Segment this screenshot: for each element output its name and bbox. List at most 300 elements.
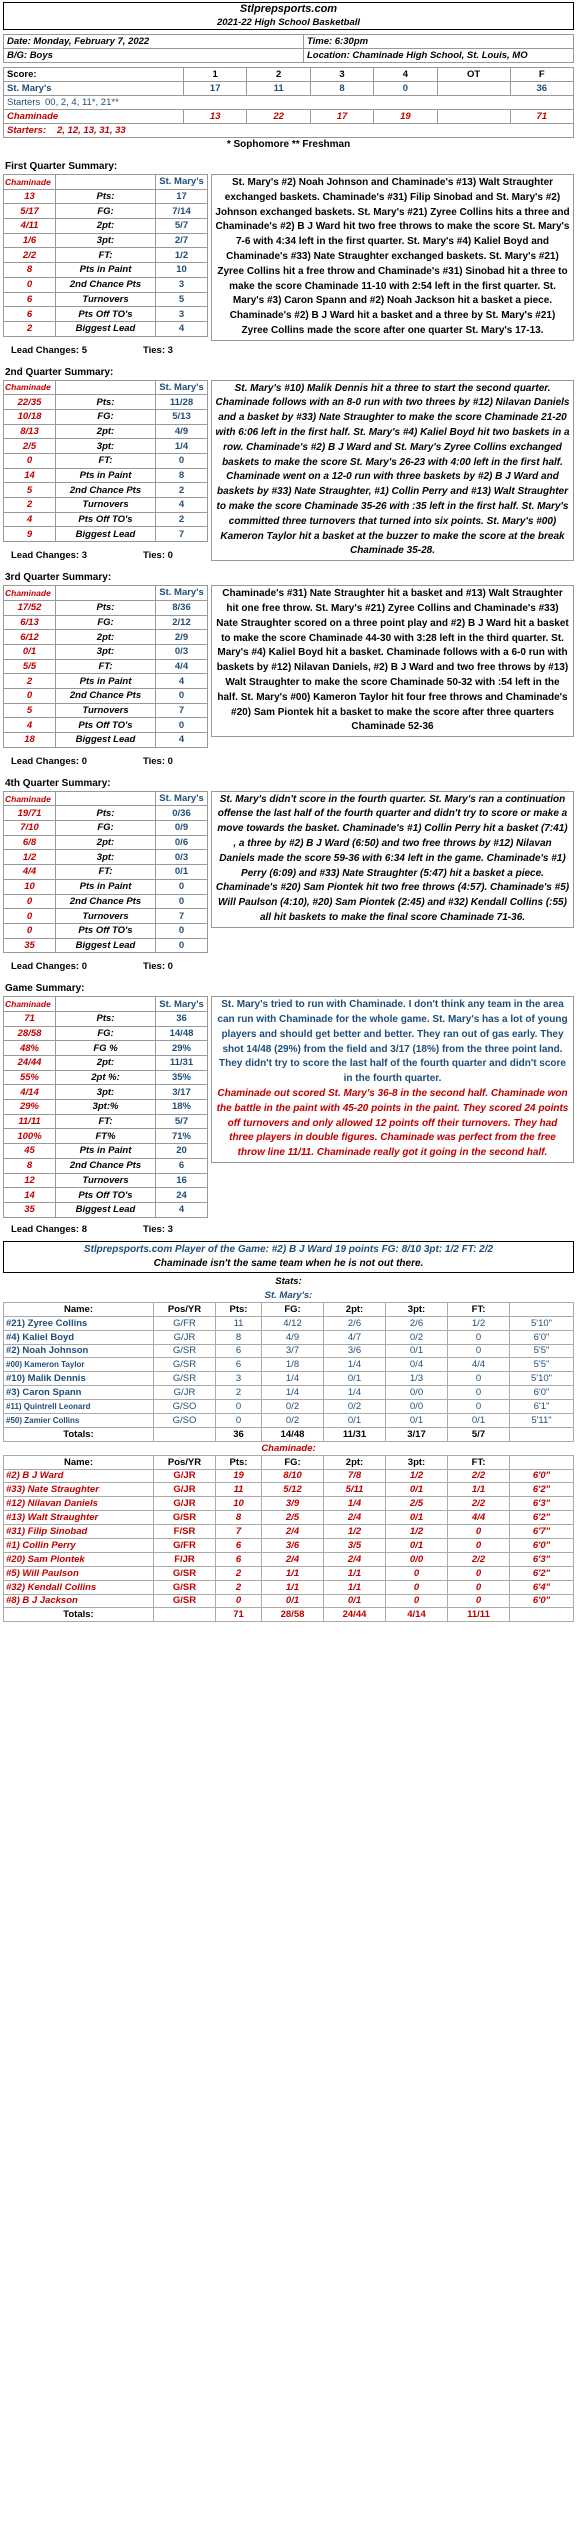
stats-header-row [4, 1455, 574, 1469]
score-row-chaminade [4, 110, 574, 124]
stat-label: 3pt: [56, 1085, 156, 1100]
stmarys-col-header: St. Mary's [156, 175, 208, 190]
chaminade-stat: 17/52 [4, 600, 56, 615]
stmarys-stat: 0 [156, 938, 208, 953]
stmarys-stat: 3 [156, 307, 208, 322]
player-cell: 5'5" [510, 1358, 574, 1372]
player-cell: 6'0" [510, 1594, 574, 1608]
stat-label: Pts Off TO's [56, 923, 156, 938]
starters-row-chaminade [4, 124, 574, 138]
player-cell: 0/4 [386, 1358, 448, 1372]
team-title-row [4, 1288, 574, 1302]
totals-cell: 11/31 [324, 1427, 386, 1441]
score-cell: 13 [184, 110, 247, 124]
quarter-narrative: Chaminade's #31) Nate Straughter hit a basket and #13) Walt Straughter hit one free throw. St. Mary's #21) Zyree Collins and Chaminade's #33) Nate Straughter scored on a three point play and #2) B J Ward hit a basket to make the score Chaminade 44-30 with 3:28 left in the third quarter. St. Mary's #4) Kaliel Boyd hit a basket. Chaminade follows with a 6-0 run with baskets by #12) Nilavan Daniels, #2) B J Ward and two free throws by #13) Walt Straughter to make the score Chaminade 50-32 with :54 left in the half. St. Mary's #00) Kameron Taylor hit four free throws and Chaminade's #20) Sam Piontek hit a basket to make the score after three quarters Chaminade 52-36 [211, 585, 574, 737]
player-cell: 2 [216, 1580, 262, 1594]
stmarys-stat: 11/31 [156, 1056, 208, 1071]
score-header-cell: Score: [4, 68, 184, 82]
stmarys-stat: 35% [156, 1070, 208, 1085]
player-cell: 0/2 [324, 1400, 386, 1414]
player-cell: G/SR [154, 1358, 216, 1372]
player-cell: 1/2 [448, 1316, 510, 1330]
quarter-narrative: St. Mary's didn't score in the fourth quarter. St. Mary's ran a continuation offense the last half of the fourth quarter and didn't try to score or make a move towards the basket. Chaminade's #1) Collin Perry hit a basket (7:41) , a three by #2) B J Ward (6:50) and two free throws by #12) Nilavan Daniels made the score 59-36 with 6:34 left in the game. Chaminade's #1) Perry (6:09) and #33) Nate Straughter (5:47) hit a basket a piece. Chaminade's #20) Sam Piontek hit two free throws (4:57). Chaminade's #5) Will Paulson (4:10), #20) Sam Piontek (2:45) and #32) Kendall Collins (:55) all hit baskets to make the final score Chaminade 71-36. [211, 791, 574, 928]
stat-label: FG: [56, 409, 156, 424]
stat-label: Pts: [56, 395, 156, 410]
stat-label: FT: [56, 1114, 156, 1129]
starters-row-stmarys [4, 96, 574, 110]
score-cell: 11 [247, 82, 310, 96]
player-cell: 5'10" [510, 1316, 574, 1330]
chaminade-stat: 0 [4, 923, 56, 938]
starters-label: Starters [7, 97, 41, 108]
player-cell: 0/2 [386, 1330, 448, 1344]
player-cell: 2/4 [262, 1552, 324, 1566]
totals-cell: 24/44 [324, 1608, 386, 1622]
player-cell: 6'0" [510, 1386, 574, 1400]
player-row [4, 1538, 574, 1552]
player-cell: #2) Noah Johnson [4, 1344, 154, 1358]
ties: Ties: 0 [143, 550, 173, 562]
stat-label: Biggest Lead [56, 1202, 156, 1217]
chaminade-stat: 6/12 [4, 630, 56, 645]
player-cell: 0 [448, 1330, 510, 1344]
quarter-title: 4th Quarter Summary: [5, 777, 111, 789]
stmarys-stat: 71% [156, 1129, 208, 1144]
stats-header-cell: Pos/YR [154, 1455, 216, 1469]
player-cell: #5) Will Paulson [4, 1566, 154, 1580]
stat-label: 3pt: [56, 850, 156, 865]
quarter-section [3, 571, 574, 769]
player-cell: 1/3 [386, 1372, 448, 1386]
totals-cell: 71 [216, 1608, 262, 1622]
stat-label: 3pt: [56, 439, 156, 454]
stmarys-stat: 2 [156, 512, 208, 527]
score-cell: 71 [510, 110, 573, 124]
chaminade-stat: 2 [4, 321, 56, 336]
stats-header-cell: 3pt: [386, 1302, 448, 1316]
stat-label: Biggest Lead [56, 733, 156, 748]
stmarys-stat: 4/4 [156, 659, 208, 674]
player-row [4, 1358, 574, 1372]
chaminade-stat: 4 [4, 718, 56, 733]
totals-cell: Totals: [4, 1427, 154, 1441]
stat-label: 3pt:% [56, 1100, 156, 1115]
stats-title: Stats: [275, 1276, 302, 1287]
stmarys-stat: 2 [156, 483, 208, 498]
chaminade-stat: 71 [4, 1011, 56, 1026]
chaminade-stat: 18 [4, 733, 56, 748]
quarter-title: 2nd Quarter Summary: [5, 366, 114, 378]
player-cell: 1/4 [262, 1386, 324, 1400]
stat-label: 2nd Chance Pts [56, 1158, 156, 1173]
player-row [4, 1386, 574, 1400]
chaminade-stat: 2/2 [4, 248, 56, 263]
stat-label: Pts in Paint [56, 263, 156, 278]
quarter-left [3, 366, 208, 564]
stmarys-stat: 0 [156, 879, 208, 894]
stmarys-stat: 2/12 [156, 615, 208, 630]
stmarys-stat: 0 [156, 923, 208, 938]
player-cell: #1) Collin Perry [4, 1538, 154, 1552]
chaminade-stat: 11/11 [4, 1114, 56, 1129]
stat-label: Pts in Paint [56, 468, 156, 483]
stat-label: FT: [56, 248, 156, 263]
stmarys-stat: 16 [156, 1173, 208, 1188]
stmarys-stat: 0/3 [156, 850, 208, 865]
team-name-stmarys: St. Mary's [4, 82, 184, 96]
stmarys-stat: 4 [156, 733, 208, 748]
quarter-left [3, 160, 208, 358]
stmarys-stat: 2/7 [156, 233, 208, 248]
chaminade-stat: 6/8 [4, 835, 56, 850]
player-row [4, 1511, 574, 1525]
stat-label: FT: [56, 454, 156, 469]
game-date: Date: Monday, February 7, 2022 [4, 35, 304, 49]
player-cell: 10 [216, 1497, 262, 1511]
player-cell: 2/2 [448, 1552, 510, 1566]
player-cell: G/SO [154, 1413, 216, 1427]
stats-header-cell: FG: [262, 1455, 324, 1469]
player-cell: 0 [216, 1400, 262, 1414]
stmarys-stat: 3 [156, 277, 208, 292]
stmarys-stat: 5/13 [156, 409, 208, 424]
stmarys-stat: 3/17 [156, 1085, 208, 1100]
totals-cell [154, 1608, 216, 1622]
player-cell: 0/0 [386, 1400, 448, 1414]
stmarys-stat: 0/9 [156, 821, 208, 836]
stmarys-stat: 8 [156, 468, 208, 483]
score-cell: 19 [374, 110, 437, 124]
stmarys-stat: 0 [156, 688, 208, 703]
player-cell: 8 [216, 1330, 262, 1344]
player-cell: G/SO [154, 1400, 216, 1414]
chaminade-stat: 6/13 [4, 615, 56, 630]
chaminade-stat: 5/5 [4, 659, 56, 674]
chaminade-stat: 0 [4, 894, 56, 909]
player-cell: #2) B J Ward [4, 1469, 154, 1483]
stats-header-cell: Name: [4, 1302, 154, 1316]
chaminade-stat: 5 [4, 703, 56, 718]
stat-label: Pts in Paint [56, 674, 156, 689]
chaminade-col-header: Chaminade [4, 997, 56, 1012]
player-cell: 1/1 [324, 1566, 386, 1580]
score-cell: 17 [310, 110, 373, 124]
player-cell: 11 [216, 1483, 262, 1497]
player-cell: 0/1 [386, 1511, 448, 1525]
stats-header-cell [510, 1455, 574, 1469]
player-cell: 0/0 [386, 1552, 448, 1566]
game-location: Location: Chaminade High School, St. Louis, MO [304, 49, 574, 63]
player-cell: 0/1 [386, 1538, 448, 1552]
player-row [4, 1372, 574, 1386]
stat-label: Turnovers [56, 909, 156, 924]
player-cell: 0/2 [262, 1400, 324, 1414]
stat-label: 2pt: [56, 424, 156, 439]
chaminade-stat: 4/14 [4, 1085, 56, 1100]
player-cell: 5/11 [324, 1483, 386, 1497]
player-cell: 0/0 [386, 1386, 448, 1400]
player-stats-table [3, 1275, 574, 1623]
site-title: Stlprepsports.com [239, 3, 338, 15]
stmarys-stat: 0 [156, 718, 208, 733]
stat-label: FG: [56, 821, 156, 836]
quarter-stats-table [3, 380, 208, 543]
player-cell: 0 [448, 1386, 510, 1400]
stat-label: Biggest Lead [56, 938, 156, 953]
player-cell: G/SR [154, 1372, 216, 1386]
player-cell: 0 [216, 1594, 262, 1608]
stat-label: 2nd Chance Pts [56, 483, 156, 498]
player-cell: 6'4" [510, 1580, 574, 1594]
stmarys-stat: 0 [156, 894, 208, 909]
stats-header-cell: Pts: [216, 1302, 262, 1316]
stat-label: FT: [56, 865, 156, 880]
player-cell: #12) Nilavan Daniels [4, 1497, 154, 1511]
team-title-stmarys: St. Mary's: [264, 1289, 313, 1301]
team-title-row [4, 1441, 574, 1455]
stat-label: 2pt %: [56, 1070, 156, 1085]
player-cell: #11) Quintrell Leonard [4, 1400, 154, 1414]
stmarys-stat: 2/9 [156, 630, 208, 645]
score-header-cell: 4 [374, 68, 437, 82]
stat-label: 2nd Chance Pts [56, 894, 156, 909]
player-cell: 0 [448, 1344, 510, 1358]
player-cell: 1/1 [262, 1566, 324, 1580]
stmarys-stat: 4 [156, 498, 208, 513]
player-cell: 6 [216, 1344, 262, 1358]
player-cell: 0 [448, 1580, 510, 1594]
stat-label: FG: [56, 615, 156, 630]
player-cell: 0 [448, 1400, 510, 1414]
team-title-chaminade: Chaminade: [261, 1442, 316, 1454]
game-summary-narrative [211, 996, 574, 1163]
score-cell: 8 [310, 82, 373, 96]
stmarys-stat: 5/7 [156, 219, 208, 234]
quarter-left [3, 571, 208, 769]
stat-label: Biggest Lead [56, 321, 156, 336]
chaminade-stat: 5/17 [4, 204, 56, 219]
score-row-stmarys [4, 82, 574, 96]
player-cell: #32) Kendall Collins [4, 1580, 154, 1594]
chaminade-stat: 100% [4, 1129, 56, 1144]
chaminade-stat: 10 [4, 879, 56, 894]
player-cell: 1/4 [324, 1497, 386, 1511]
player-cell: 7 [216, 1525, 262, 1539]
player-cell: G/JR [154, 1330, 216, 1344]
stmarys-col-header: St. Mary's [156, 791, 208, 806]
player-cell: 8 [216, 1511, 262, 1525]
quarter-stats-table [3, 174, 208, 337]
score-header-cell: F [510, 68, 573, 82]
chaminade-col-header: Chaminade [4, 175, 56, 190]
player-cell: 2/6 [386, 1316, 448, 1330]
player-cell: 6'0" [510, 1330, 574, 1344]
lead-changes: Lead Changes: 8 [11, 1223, 88, 1235]
totals-cell: 5/7 [448, 1427, 510, 1441]
stat-label: Pts Off TO's [56, 307, 156, 322]
stmarys-stat: 17 [156, 189, 208, 204]
chaminade-stat: 14 [4, 468, 56, 483]
player-cell: 19 [216, 1469, 262, 1483]
stats-title-row [4, 1275, 574, 1289]
stmarys-stat: 8/36 [156, 600, 208, 615]
spacer-cell [56, 791, 156, 806]
stats-header-cell: 2pt: [324, 1302, 386, 1316]
totals-cell: 11/11 [448, 1608, 510, 1622]
chaminade-stat: 12 [4, 1173, 56, 1188]
player-cell: 6'0" [510, 1538, 574, 1552]
score-cell: 0 [374, 82, 437, 96]
stat-label: Pts in Paint [56, 879, 156, 894]
player-cell: F/JR [154, 1552, 216, 1566]
stats-header-cell: 3pt: [386, 1455, 448, 1469]
player-row [4, 1566, 574, 1580]
lead-row [3, 754, 208, 769]
stmarys-stat: 1/2 [156, 248, 208, 263]
player-cell: 2 [216, 1386, 262, 1400]
player-cell: 6'2" [510, 1483, 574, 1497]
stat-label: Pts in Paint [56, 1144, 156, 1159]
stmarys-stat: 5/7 [156, 1114, 208, 1129]
player-cell: G/FR [154, 1538, 216, 1552]
chaminade-stat: 5 [4, 483, 56, 498]
totals-cell [510, 1427, 574, 1441]
quarter-section [3, 366, 574, 564]
score-cell [437, 82, 510, 96]
team-name-chaminade: Chaminade [4, 110, 184, 124]
player-cell: 0/1 [324, 1594, 386, 1608]
stat-label: FG % [56, 1041, 156, 1056]
chaminade-stat: 8/13 [4, 424, 56, 439]
chaminade-stat: 9 [4, 527, 56, 542]
player-cell: 0 [448, 1372, 510, 1386]
player-cell: 0 [386, 1594, 448, 1608]
player-row [4, 1344, 574, 1358]
quarter-section [3, 160, 574, 358]
score-header-cell: 3 [310, 68, 373, 82]
chaminade-col-header: Chaminade [4, 586, 56, 601]
totals-row [4, 1608, 574, 1622]
player-cell: 6'2" [510, 1566, 574, 1580]
spacer-cell [56, 175, 156, 190]
player-cell: 0/1 [386, 1344, 448, 1358]
stat-label: Pts: [56, 600, 156, 615]
narrative-chaminade: Chaminade out scored St. Mary's 36-8 in the second half. Chaminade won the battle in the paint with 45-20 points in the paint. They scored 24 points off turnovers and only allowed 12 points off their turnovers. They had three players in double figures. Chaminade was perfect from the free throw line 11/11. Chaminade really got it going in the second half. [216, 1088, 569, 1159]
chaminade-stat: 13 [4, 189, 56, 204]
quarter-title: 3rd Quarter Summary: [5, 572, 112, 584]
ties: Ties: 3 [143, 344, 173, 356]
chaminade-stat: 55% [4, 1070, 56, 1085]
stat-label: Pts Off TO's [56, 1188, 156, 1203]
player-cell: 1/1 [448, 1483, 510, 1497]
stmarys-stat: 10 [156, 263, 208, 278]
player-cell: #4) Kaliel Boyd [4, 1330, 154, 1344]
chaminade-stat: 0 [4, 688, 56, 703]
game-summary-section [3, 982, 574, 1236]
player-row [4, 1469, 574, 1483]
stat-label: FG: [56, 204, 156, 219]
page-header [3, 2, 574, 30]
player-cell: #10) Malik Dennis [4, 1372, 154, 1386]
stats-header-cell: 2pt: [324, 1455, 386, 1469]
stmarys-stat: 0/1 [156, 865, 208, 880]
stmarys-stat: 7/14 [156, 204, 208, 219]
player-cell: G/SR [154, 1594, 216, 1608]
player-cell: 0/1 [448, 1413, 510, 1427]
stmarys-stat: 29% [156, 1041, 208, 1056]
player-cell: 5/12 [262, 1483, 324, 1497]
chaminade-stat: 28/58 [4, 1026, 56, 1041]
player-cell: 11 [216, 1316, 262, 1330]
stat-label: 3pt: [56, 233, 156, 248]
stats-header-cell: FT: [448, 1455, 510, 1469]
score-table [3, 67, 574, 138]
stat-label: 3pt: [56, 644, 156, 659]
stmarys-stat: 5 [156, 292, 208, 307]
player-row [4, 1483, 574, 1497]
chaminade-stat: 0 [4, 909, 56, 924]
player-cell: 1/2 [386, 1525, 448, 1539]
player-cell: 5'11" [510, 1413, 574, 1427]
player-cell: 5'10" [510, 1372, 574, 1386]
chaminade-stat: 35 [4, 938, 56, 953]
player-cell: G/JR [154, 1469, 216, 1483]
stat-label: 2pt: [56, 1056, 156, 1071]
chaminade-stat: 4 [4, 512, 56, 527]
stats-header-cell: FT: [448, 1302, 510, 1316]
score-header-cell: 1 [184, 68, 247, 82]
stats-header-cell [510, 1302, 574, 1316]
chaminade-stat: 2 [4, 674, 56, 689]
player-cell: 6'2" [510, 1511, 574, 1525]
player-cell: G/JR [154, 1386, 216, 1400]
chaminade-stat: 2/5 [4, 439, 56, 454]
ties: Ties: 3 [143, 1223, 173, 1235]
player-row [4, 1525, 574, 1539]
player-row [4, 1400, 574, 1414]
totals-cell: Totals: [4, 1608, 154, 1622]
stmarys-stat: 7 [156, 703, 208, 718]
chaminade-stat: 45 [4, 1144, 56, 1159]
stats-header-cell: Name: [4, 1455, 154, 1469]
player-cell: #20) Sam Piontek [4, 1552, 154, 1566]
stmarys-col-header: St. Mary's [156, 380, 208, 395]
quarter-title: First Quarter Summary: [5, 161, 118, 172]
quarter-stats-table [3, 585, 208, 748]
player-cell: 4/12 [262, 1316, 324, 1330]
ties: Ties: 0 [143, 961, 173, 973]
chaminade-stat: 0/1 [4, 644, 56, 659]
player-cell: 6 [216, 1538, 262, 1552]
player-cell: 6'1" [510, 1400, 574, 1414]
player-cell: 2/2 [448, 1469, 510, 1483]
player-row [4, 1580, 574, 1594]
player-cell: 2/2 [448, 1497, 510, 1511]
stat-label: 2pt: [56, 630, 156, 645]
player-cell: 2/4 [324, 1511, 386, 1525]
totals-cell: 28/58 [262, 1608, 324, 1622]
chaminade-stat: 4/11 [4, 219, 56, 234]
player-cell: 1/4 [262, 1372, 324, 1386]
ties: Ties: 0 [143, 755, 173, 767]
player-cell: G/JR [154, 1497, 216, 1511]
stat-label: Turnovers [56, 498, 156, 513]
player-cell: #13) Walt Straughter [4, 1511, 154, 1525]
lead-row [3, 343, 208, 358]
chaminade-stat: 4/4 [4, 865, 56, 880]
player-cell: 0 [216, 1413, 262, 1427]
player-cell: 4/4 [448, 1358, 510, 1372]
